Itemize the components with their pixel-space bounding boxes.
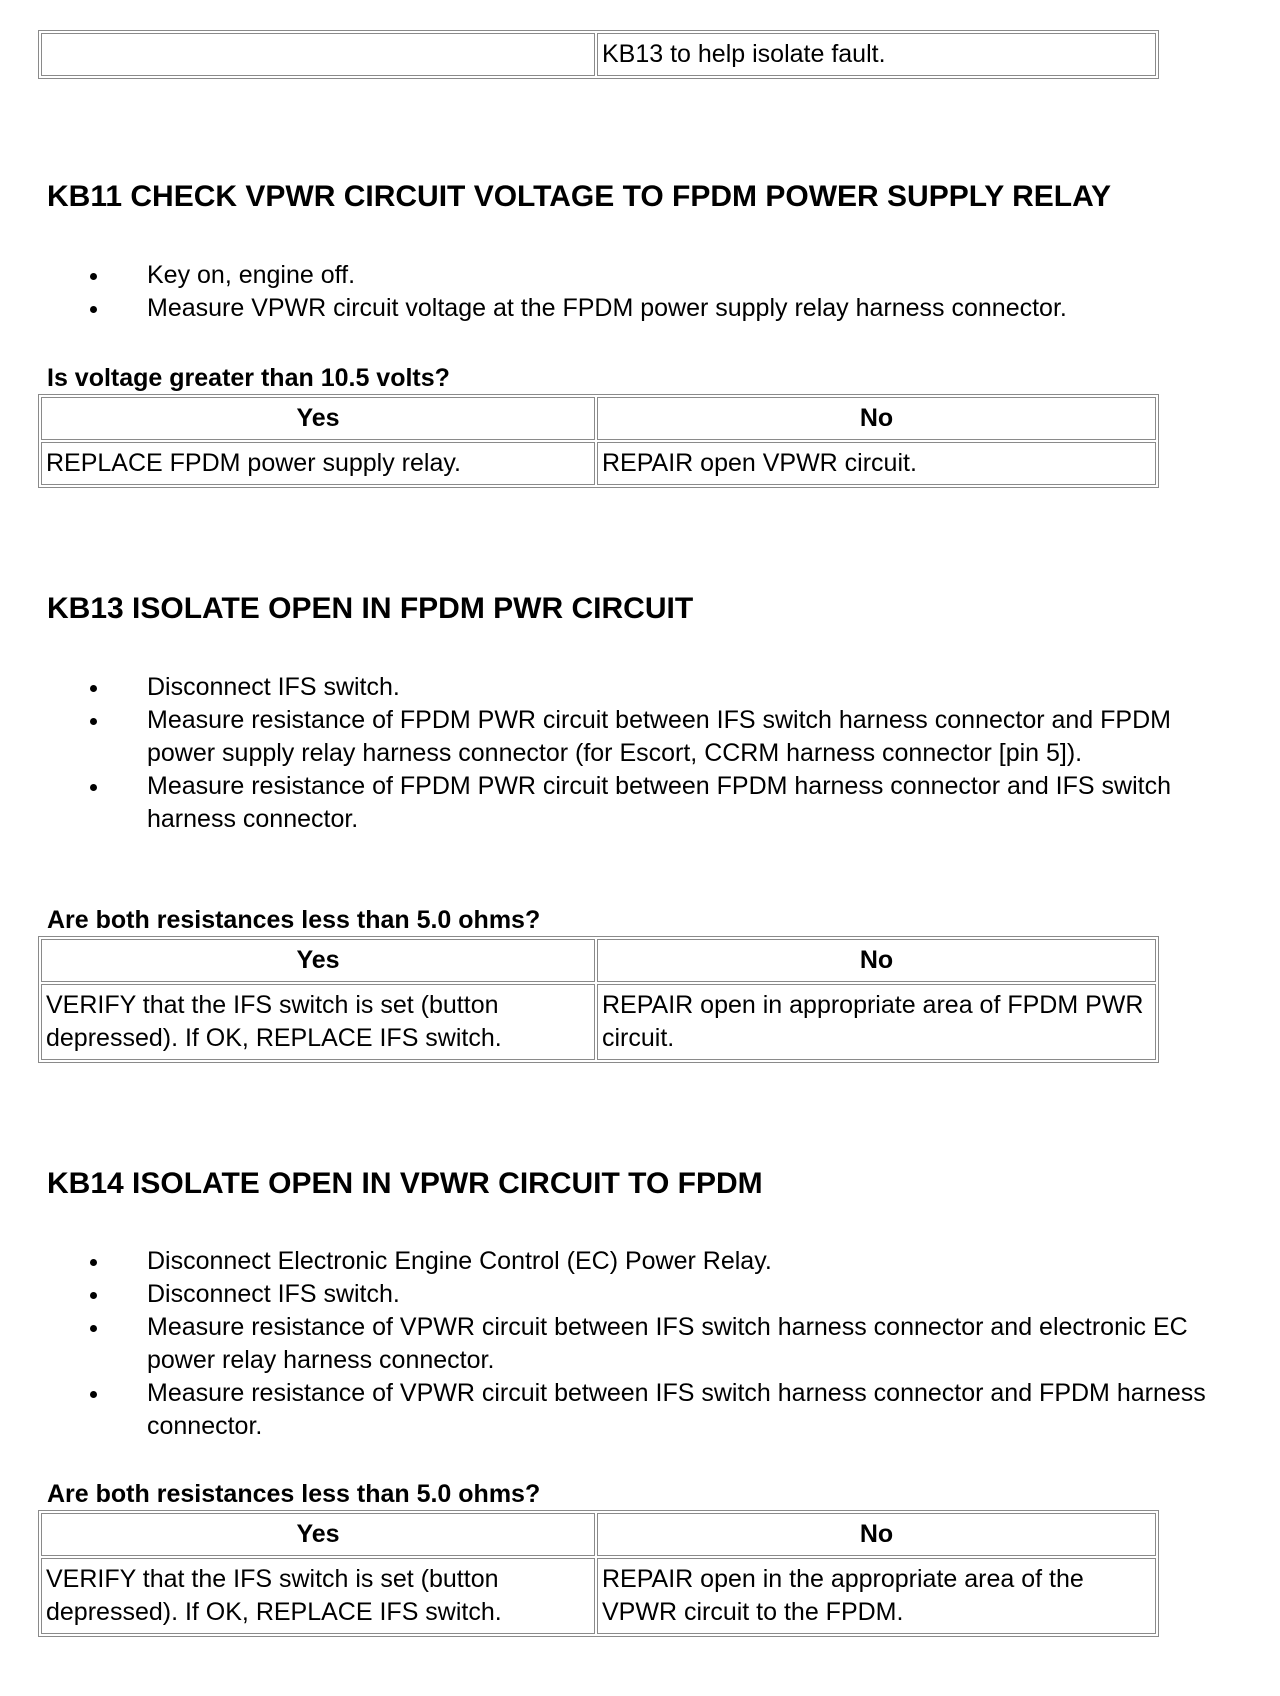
no-header: No — [597, 939, 1156, 982]
continuation-left-cell — [41, 33, 595, 76]
decision-table-kb11 — [38, 394, 1159, 488]
list-item: Measure resistance of FPDM PWR circuit between FPDM harness connector and IFS switch harness connector. — [90, 770, 1240, 836]
table-row — [41, 442, 1156, 485]
no-header: No — [597, 1513, 1156, 1556]
yes-header: Yes — [41, 1513, 595, 1556]
continuation-table — [38, 30, 1159, 79]
yes-action: VERIFY that the IFS switch is set (button depressed). If OK, REPLACE IFS switch. — [41, 984, 595, 1060]
steps-list-kb11 — [90, 259, 1240, 325]
decision-table-kb14 — [38, 1510, 1159, 1637]
list-item: Key on, engine off. — [90, 259, 1240, 292]
table-header-row — [41, 939, 1156, 982]
yes-action: REPLACE FPDM power supply relay. — [41, 442, 595, 485]
yes-header: Yes — [41, 939, 595, 982]
table-row — [41, 33, 1156, 76]
no-action: REPAIR open in appropriate area of FPDM PWR circuit. — [597, 984, 1156, 1060]
list-item: Measure resistance of FPDM PWR circuit between IFS switch harness connector and FPDM power supply relay harness connector (for Escort, CCRM harness connector [pin 5]). — [90, 704, 1240, 770]
question-kb13: Are both resistances less than 5.0 ohms? — [47, 906, 541, 934]
continuation-right-cell: KB13 to help isolate fault. — [597, 33, 1156, 76]
list-item: Disconnect IFS switch. — [90, 1278, 1240, 1311]
no-action: REPAIR open VPWR circuit. — [597, 442, 1156, 485]
table-header-row — [41, 397, 1156, 440]
steps-list-kb13 — [90, 671, 1240, 836]
table-row — [41, 1558, 1156, 1634]
no-header: No — [597, 397, 1156, 440]
steps-list-kb14 — [90, 1245, 1240, 1443]
yes-header: Yes — [41, 397, 595, 440]
decision-table-kb13 — [38, 936, 1159, 1063]
section-heading-kb14: KB14 ISOLATE OPEN IN VPWR CIRCUIT TO FPDM — [47, 1167, 763, 1200]
list-item: Measure VPWR circuit voltage at the FPDM power supply relay harness connector. — [90, 292, 1240, 325]
table-row — [41, 984, 1156, 1060]
section-heading-kb13: KB13 ISOLATE OPEN IN FPDM PWR CIRCUIT — [47, 592, 694, 625]
list-item: Disconnect IFS switch. — [90, 671, 1240, 704]
no-action: REPAIR open in the appropriate area of the VPWR circuit to the FPDM. — [597, 1558, 1156, 1634]
section-heading-kb11: KB11 CHECK VPWR CIRCUIT VOLTAGE TO FPDM POWER SUPPLY RELAY — [47, 180, 1112, 213]
list-item: Measure resistance of VPWR circuit between IFS switch harness connector and FPDM harness connector. — [90, 1377, 1240, 1443]
question-kb11: Is voltage greater than 10.5 volts? — [47, 364, 450, 392]
yes-action: VERIFY that the IFS switch is set (button depressed). If OK, REPLACE IFS switch. — [41, 1558, 595, 1634]
table-header-row — [41, 1513, 1156, 1556]
question-kb14: Are both resistances less than 5.0 ohms? — [47, 1480, 541, 1508]
list-item: Disconnect Electronic Engine Control (EC) Power Relay. — [90, 1245, 1240, 1278]
list-item: Measure resistance of VPWR circuit between IFS switch harness connector and electronic EC power relay harness connector. — [90, 1311, 1240, 1377]
